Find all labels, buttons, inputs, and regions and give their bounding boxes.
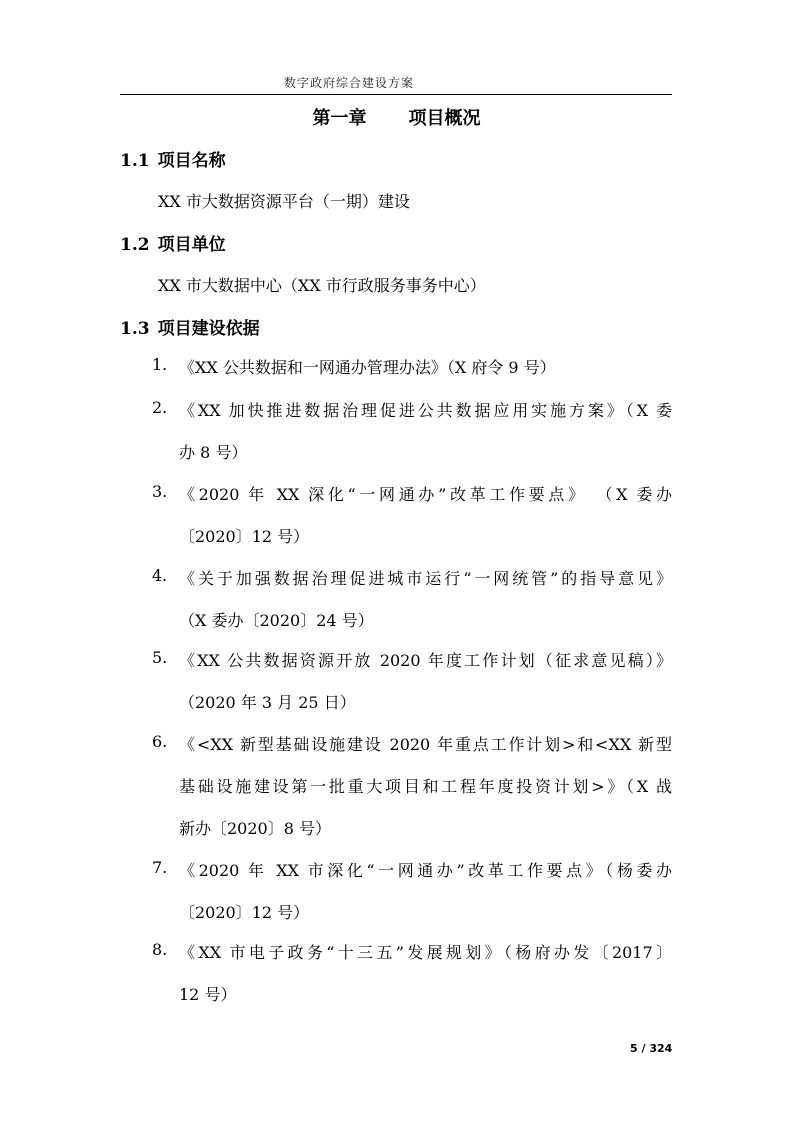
list-line: 〔2020〕12 号） — [179, 903, 310, 922]
section-number: 1.3 — [120, 319, 150, 339]
section-title: 项目名称 — [157, 151, 226, 171]
chapter-number: 第一章 — [312, 108, 367, 129]
list-index: 3. — [152, 482, 168, 501]
running-header: 数字政府综合建设方案 — [284, 76, 415, 90]
section-heading-1-3 — [120, 314, 260, 339]
project-unit-text: XX 市大数据中心（XX 市行政服务事务中心） — [158, 276, 486, 295]
section-number: 1.2 — [120, 235, 150, 255]
list-line: 《<XX 新型基础设施建设 2020 年重点工作计划>和<XX 新型 — [179, 735, 672, 754]
section-title: 项目建设依据 — [157, 319, 260, 339]
chapter-title — [0, 104, 793, 130]
section-heading-1-1 — [120, 146, 226, 171]
list-line: 《XX 公共数据和一网通办管理办法》（X 府令 9 号） — [179, 358, 556, 377]
list-line: 12 号） — [179, 985, 237, 1004]
list-index: 8. — [152, 940, 168, 959]
list-line: 《2020 年 XX 市深化“一网通办”改革工作要点》（杨委办 — [179, 861, 672, 880]
list-index: 2. — [152, 398, 168, 417]
list-index: 7. — [152, 858, 168, 877]
list-index: 5. — [152, 648, 168, 667]
chapter-name: 项目概况 — [408, 108, 481, 129]
list-line: （X 委办〔2020〕24 号） — [179, 611, 374, 630]
list-index: 1. — [152, 355, 168, 374]
project-name-text: XX 市大数据资源平台（一期）建设 — [158, 192, 410, 211]
section-heading-1-2 — [120, 230, 226, 255]
section-number: 1.1 — [120, 151, 150, 171]
list-line: 《2020 年 XX 深化“一网通办”改革工作要点》 （X 委办 — [179, 485, 672, 504]
list-index: 4. — [152, 566, 168, 585]
section-title: 项目单位 — [157, 235, 226, 255]
list-line: 办 8 号） — [179, 443, 248, 462]
list-line: 《XX 公共数据资源开放 2020 年度工作计划（征求意见稿）》 — [179, 651, 672, 670]
list-line: 《XX 加快推进数据治理促进公共数据应用实施方案》（X 委 — [179, 401, 672, 420]
list-index: 6. — [152, 732, 168, 751]
list-line: 《关于加强数据治理促进城市运行“一网统管”的指导意见》 — [179, 569, 672, 588]
list-line: （2020 年 3 月 25 日） — [179, 693, 356, 712]
list-line: 〔2020〕12 号） — [179, 527, 310, 546]
list-line: 基础设施建设第一批重大项目和工程年度投资计划>》（X 战 — [179, 777, 672, 796]
list-line: 《XX 市电子政务“十三五”发展规划》（杨府办发〔2017〕 — [179, 943, 672, 962]
page-number: 5 / 324 — [630, 1042, 673, 1055]
header-divider — [120, 94, 672, 95]
list-line: 新办〔2020〕8 号） — [179, 819, 331, 838]
